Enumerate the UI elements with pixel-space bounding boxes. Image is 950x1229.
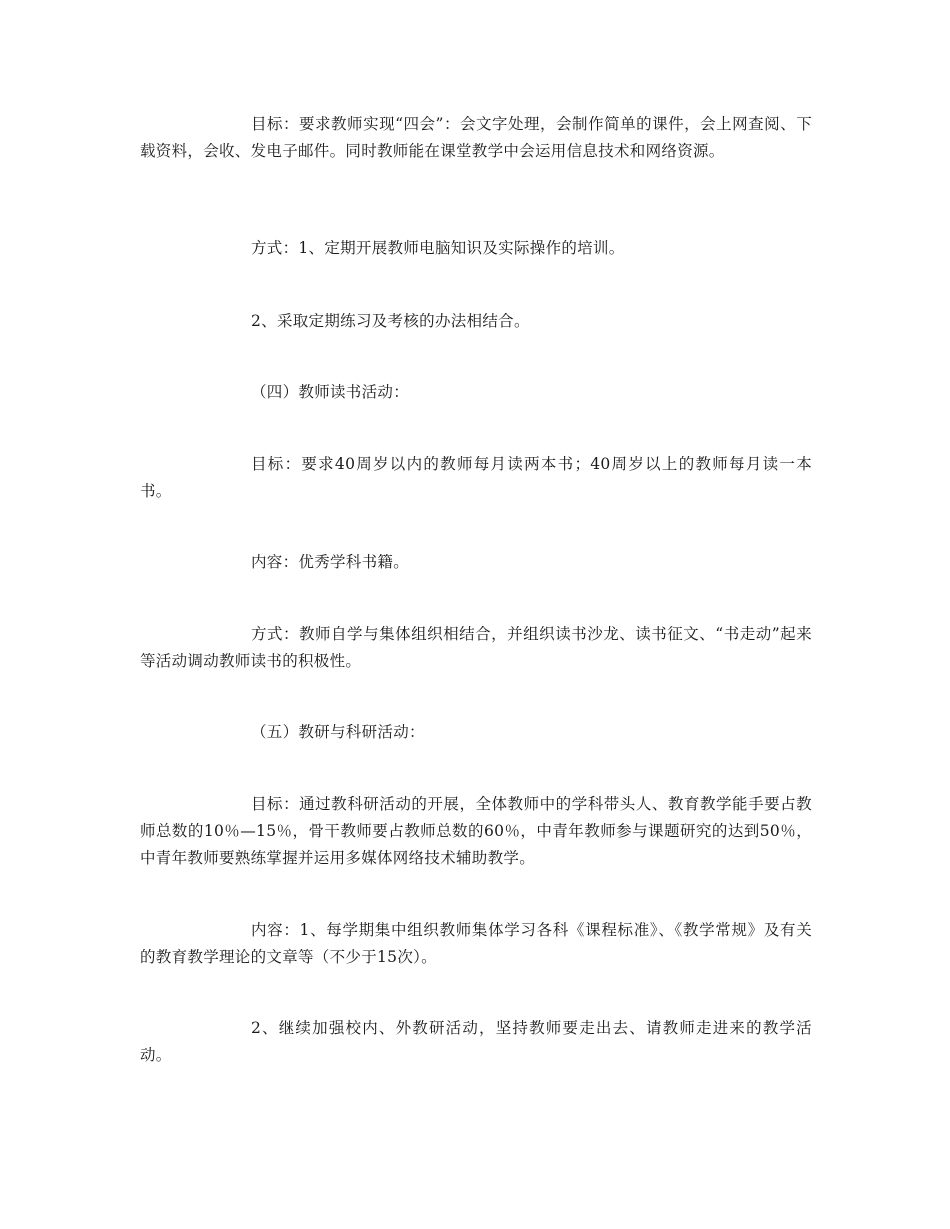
paragraph-goal-research: 目标：通过教科研活动的开展，全体教师中的学科带头人、教育教学能手要占教师总数的10％—15％，骨干教师要占教师总数的60％，中青年教师参与课题研究的达到50％，中青年教师要熟练掌握并运用多媒体网络技术辅助教学。	[140, 795, 812, 867]
paragraph-method-reading: 方式：教师自学与集体组织相结合，并组织读书沙龙、读书征文、“书走动”起来等活动调动教师读书的积极性。	[140, 625, 812, 670]
paragraph-content-reading: 内容：优秀学科书籍。	[251, 553, 410, 571]
paragraph-goal-reading: 目标：要求40周岁以内的教师每月读两本书；40周岁以上的教师每月读一本书。	[140, 455, 812, 500]
paragraph-method-training: 方式：1、定期开展教师电脑知识及实际操作的培训。	[251, 239, 625, 257]
paragraph-goal-four-skills: 目标：要求教师实现“四会”：会文字处理，会制作简单的课件，会上网查阅、下载资料，会收、发电子邮件。同时教师能在课堂教学中会运用信息技术和网络资源。	[140, 115, 812, 160]
section-heading-research: （五）教研与科研活动：	[251, 723, 425, 741]
section-heading-reading: （四）教师读书活动：	[251, 383, 410, 401]
paragraph-method-practice: 2、采取定期练习及考核的办法相结合。	[251, 312, 530, 330]
paragraph-content-study: 内容：1、每学期集中组织教师集体学习各科《课程标准》、《教学常规》及有关的教育教学理论的文章等（不少于15次）。	[140, 921, 812, 966]
paragraph-content-exchange: 2、继续加强校内、外教研活动，坚持教师要走出去、请教师走进来的教学活动。	[140, 1019, 812, 1064]
